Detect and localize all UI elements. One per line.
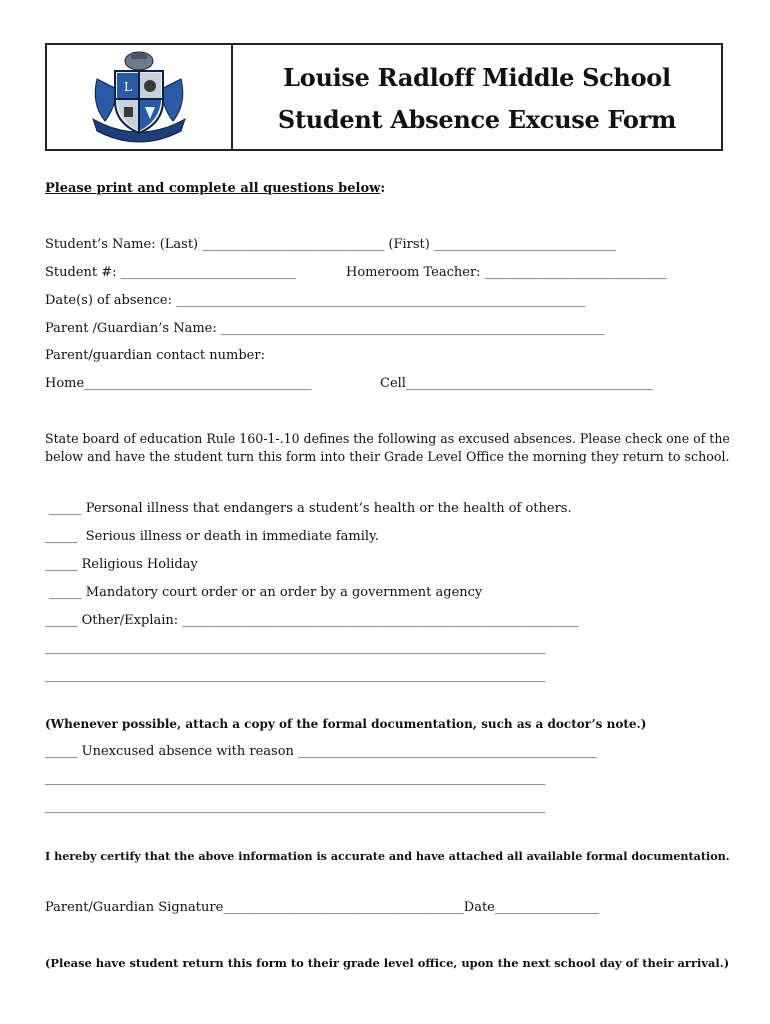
certify-statement: I hereby certify that the above information is accurate and have attached all available formal documentation.: [45, 850, 730, 863]
option-other-explain[interactable]: _____ Other/Explain: _____________________________________________________________: [45, 613, 579, 628]
documentation-note: (Whenever possible, attach a copy of the formal documentation, such as a doctor’s note.): [45, 717, 647, 731]
school-name: Louise Radloff Middle School: [283, 63, 671, 92]
rule-text-line1: State board of education Rule 160-1-.10 defines the following as excused absences. Please check one of the: [45, 431, 730, 446]
home-phone-field[interactable]: Home___________________________________: [45, 376, 312, 391]
svg-text:L: L: [124, 80, 132, 94]
cell-phone-field[interactable]: Cell______________________________________: [380, 376, 653, 391]
logo-cell: [47, 45, 233, 149]
header-box: [45, 43, 723, 151]
option-religious-holiday[interactable]: _____ Religious Holiday: [45, 557, 198, 572]
school-crest-logo: [87, 49, 191, 145]
dates-of-absence-field[interactable]: Date(s) of absence: _______________________________________________________________: [45, 293, 586, 308]
instructions-text: Please print and complete all questions below: [45, 181, 381, 196]
option-personal-illness[interactable]: _____ Personal illness that endangers a student’s health or the health of others.: [45, 501, 572, 516]
option-court-order[interactable]: _____ Mandatory court order or an order by a government agency: [45, 585, 483, 600]
instructions: [45, 181, 385, 197]
form-title: Student Absence Excuse Form: [277, 105, 677, 134]
student-number-field[interactable]: Student #: ___________________________: [45, 265, 297, 280]
signature-date-field[interactable]: Parent/Guardian Signature_____________________________________Date________________: [45, 900, 599, 915]
instructions-colon: :: [380, 181, 386, 196]
return-note: (Please have student return this form to their grade level office, upon the next school day of their arrival.): [45, 956, 730, 970]
other-explain-line2[interactable]: _____________________________________________________________________________: [45, 640, 546, 655]
option-serious-illness[interactable]: _____ Serious illness or death in immediate family.: [45, 529, 379, 544]
unexcused-line3[interactable]: _____________________________________________________________________________: [45, 799, 546, 814]
homeroom-teacher-field[interactable]: Homeroom Teacher: ____________________________: [346, 265, 667, 280]
parent-name-field[interactable]: Parent /Guardian’s Name: ___________________________________________________________: [45, 321, 605, 336]
title-cell: [233, 45, 721, 149]
contact-number-label: Parent/guardian contact number:: [45, 348, 265, 363]
student-name-field[interactable]: Student’s Name: (Last) ____________________________ (First) ____________________________: [45, 237, 616, 252]
option-unexcused[interactable]: _____ Unexcused absence with reason ______________________________________________: [45, 744, 598, 759]
rule-text-line2: below and have the student turn this form into their Grade Level Office the morning they return to school.: [45, 449, 730, 464]
other-explain-line3[interactable]: _____________________________________________________________________________: [45, 668, 546, 683]
unexcused-line2[interactable]: _____________________________________________________________________________: [45, 771, 546, 786]
